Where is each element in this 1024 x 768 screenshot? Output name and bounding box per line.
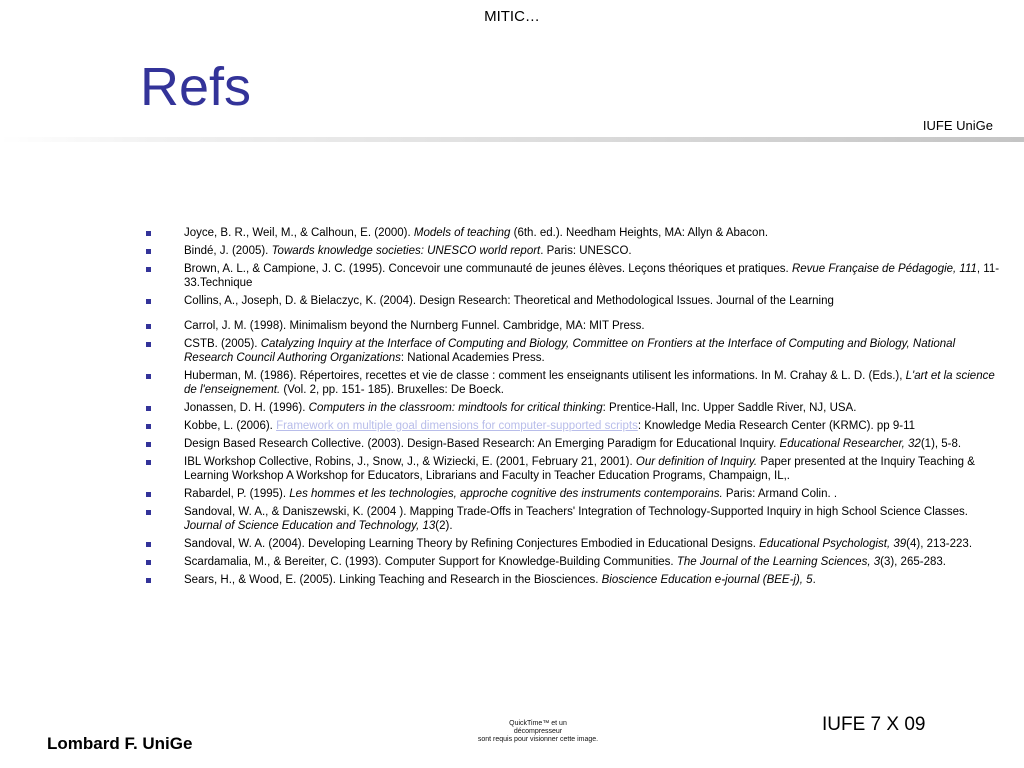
- reference-text: : Knowledge Media Research Center (KRMC). pp 9-11: [637, 420, 916, 432]
- reference-title: Educational Psychologist, 39: [759, 538, 907, 550]
- square-bullet-icon: [146, 510, 151, 515]
- reference-text: Paris: Armand Colin. .: [722, 488, 838, 500]
- reference-item: [144, 487, 1006, 501]
- reference-title: Revue Française de Pédagogie, 111: [791, 263, 977, 275]
- reference-text: .: [812, 574, 816, 586]
- reference-item: [144, 226, 1006, 240]
- reference-text: (6th. ed.). Needham Heights, MA: Allyn & Abacon.: [510, 227, 769, 239]
- reference-title: Computers in the classroom: mindtools for critical thinking: [308, 402, 603, 414]
- reference-text: Design Based Research Collective. (2003). Design-Based Research: An Emerging Paradigm for Educational Inquiry.: [184, 438, 780, 450]
- reference-text: (3), 265-283.: [880, 556, 946, 568]
- square-bullet-icon: [146, 249, 151, 254]
- reference-text: IBL Workshop Collective, Robins, J., Snow, J., & Wiziecki, E. (2001, February 21, 2001).: [184, 456, 636, 468]
- square-bullet-icon: [146, 231, 151, 236]
- org-label: IUFE UniGe: [922, 118, 993, 133]
- reference-title: Models of teaching: [413, 227, 511, 239]
- reference-item: [144, 262, 1006, 290]
- reference-title: The Journal of the Learning Sciences, 3: [676, 556, 881, 568]
- reference-item: [144, 437, 1006, 451]
- square-bullet-icon: [146, 578, 151, 583]
- quicktime-note-line: QuickTime™ et un: [509, 720, 567, 727]
- reference-title: Educational Researcher, 32: [779, 438, 921, 450]
- reference-item: [144, 537, 1006, 551]
- square-bullet-icon: [146, 324, 151, 329]
- reference-item: [144, 369, 1006, 397]
- reference-title: Bioscience Education e-journal (BEE-j), 5: [601, 574, 813, 586]
- reference-item: [144, 573, 1006, 587]
- reference-text: Bindé, J. (2005).: [184, 245, 272, 257]
- quicktime-note-line: décompresseur: [513, 728, 563, 735]
- square-bullet-icon: [146, 542, 151, 547]
- reference-text: Paper presented at the Inquiry Teaching & Learning Workshop A Workshop for Educators, Librarians and Faculty in Teacher Education Programs, Champaign, IL,.: [184, 456, 975, 482]
- reference-title: Catalyzing Inquiry at the Interface of Computing and Biology, Committee on Frontiers at the Interface of Computing and Biology, National Research Council Authoring Organizations: [184, 338, 956, 364]
- footer-author: Lombard F. UniGe: [47, 734, 193, 753]
- reference-link[interactable]: Framework on multiple goal dimensions for computer-supported scripts: [276, 420, 638, 432]
- square-bullet-icon: [146, 374, 151, 379]
- reference-text: Brown, A. L., & Campione, J. C. (1995). Concevoir une communauté de jeunes élèves. Leçons théoriques et pratiques.: [184, 263, 792, 275]
- reference-text: (4), 213-223.: [906, 538, 973, 550]
- reference-title: Les hommes et les technologies, approche cognitive des instruments contemporains.: [289, 488, 723, 500]
- square-bullet-icon: [146, 442, 151, 447]
- reference-text: Scardamalia, M., & Bereiter, C. (1993). Computer Support for Knowledge-Building Communities.: [184, 556, 677, 568]
- square-bullet-icon: [146, 406, 151, 411]
- reference-text: Kobbe, L. (2006).: [184, 420, 277, 432]
- reference-list: [144, 226, 1006, 591]
- reference-item: [144, 555, 1006, 569]
- square-bullet-icon: [146, 460, 151, 465]
- reference-item: [144, 294, 1006, 308]
- reference-text: (Vol. 2, pp. 151- 185). Bruxelles: De Boeck.: [280, 384, 504, 396]
- reference-text: Rabardel, P. (1995).: [184, 488, 290, 500]
- quicktime-placeholder-note: [438, 720, 638, 744]
- reference-item: [144, 337, 1006, 365]
- reference-text: : National Academies Press.: [400, 352, 545, 364]
- reference-text: (1), 5-8.: [920, 438, 962, 450]
- reference-item: [144, 505, 1006, 533]
- reference-text: . Paris: UNESCO.: [540, 245, 632, 257]
- reference-title: Journal of Science Education and Technology, 13: [184, 520, 436, 532]
- reference-title: Towards knowledge societies: UNESCO world report: [271, 245, 541, 257]
- reference-item: [144, 455, 1006, 483]
- reference-title: Our definition of Inquiry.: [635, 456, 758, 468]
- reference-text: Sandoval, W. A. (2004). Developing Learning Theory by Refining Conjectures Embodied in Educational Designs.: [184, 538, 760, 550]
- title-divider: [0, 137, 1024, 142]
- square-bullet-icon: [146, 299, 151, 304]
- square-bullet-icon: [146, 424, 151, 429]
- reference-text: Sears, H., & Wood, E. (2005). Linking Teaching and Research in the Biosciences.: [184, 574, 602, 586]
- header-title: MITIC…: [484, 8, 540, 25]
- reference-text: : Prentice-Hall, Inc. Upper Saddle River, NJ, USA.: [602, 402, 857, 414]
- slide-title: Refs: [140, 57, 252, 117]
- reference-text: Sandoval, W. A., & Daniszewski, K. (2004 ). Mapping Trade-Offs in Teachers' Integration of Technology-Supported Inquiry in high School Science Classes.: [184, 506, 968, 518]
- reference-text: Jonassen, D. H. (1996).: [184, 402, 309, 414]
- footer-slide-ref: IUFE 7 X 09: [822, 714, 926, 735]
- square-bullet-icon: [146, 560, 151, 565]
- reference-text: Carrol, J. M. (1998). Minimalism beyond the Nurnberg Funnel. Cambridge, MA: MIT Press.: [184, 320, 645, 332]
- reference-text: Joyce, B. R., Weil, M., & Calhoun, E. (2000).: [184, 227, 414, 239]
- reference-text: (2).: [435, 520, 453, 532]
- reference-item: [144, 244, 1006, 258]
- square-bullet-icon: [146, 267, 151, 272]
- quicktime-note-line: sont requis pour visionner cette image.: [477, 736, 599, 743]
- reference-item: [144, 401, 1006, 415]
- reference-title: L'art et la science de l'enseignement.: [184, 370, 995, 396]
- reference-item: [144, 419, 1006, 433]
- square-bullet-icon: [146, 342, 151, 347]
- reference-item: [144, 319, 1006, 333]
- reference-text: CSTB. (2005).: [184, 338, 261, 350]
- reference-text: , 11-33.Technique: [184, 263, 1000, 289]
- square-bullet-icon: [146, 492, 151, 497]
- reference-text: Collins, A., Joseph, D. & Bielaczyc, K. (2004). Design Research: Theoretical and Methodological Issues. Journal of the Learning: [184, 295, 834, 307]
- reference-text: Huberman, M. (1986). Répertoires, recettes et vie de classe : comment les enseignants utilisent les informations. In M. Crahay & L. D. (Eds.),: [184, 370, 906, 382]
